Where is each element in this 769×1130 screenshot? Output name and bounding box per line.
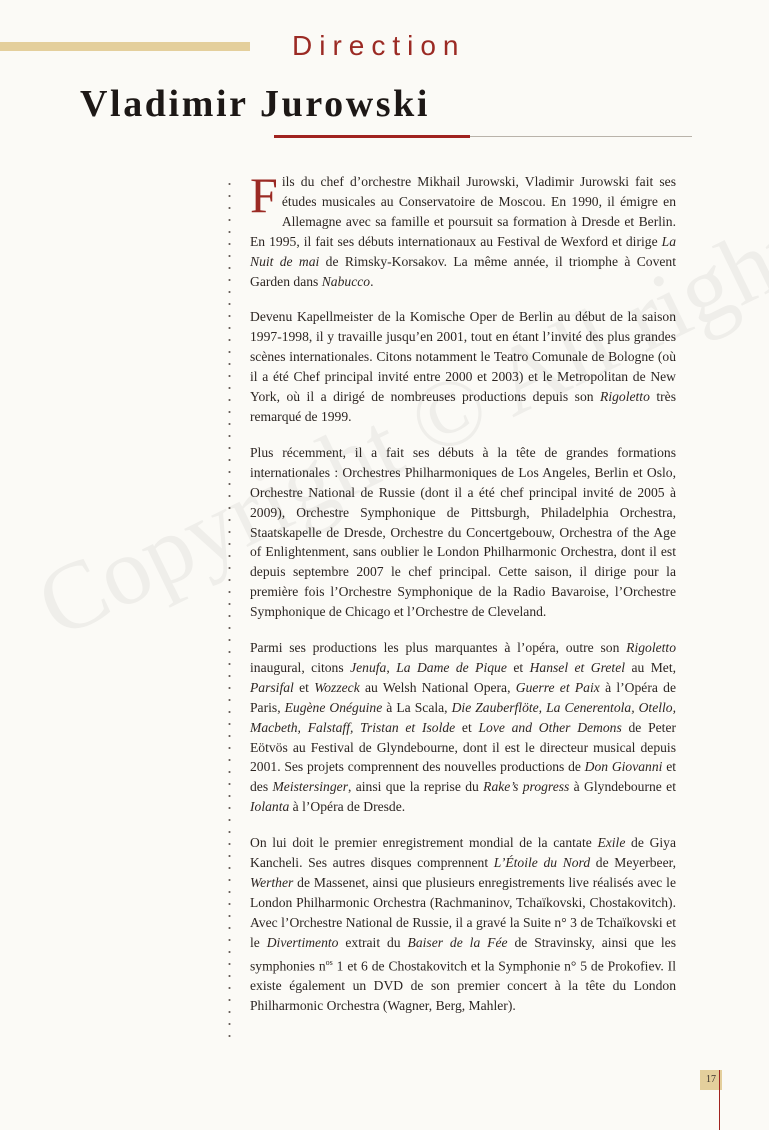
paragraph-3: Plus récemment, il a fait ses débuts à la tête de grandes formations internationales : Orchestres Philharmoniques de Los Angeles, Berlin et Oslo, Orchestre National de Russie (dont il a été chef principal invité de 2005 à 2009), Orchestre Symphonique de Pittsburgh, Philadelphia Orchestra, Staatskapelle de Dresde, Orchestre du Concertgebouw, Orchestra of the Age of Enlightenment, sans oublier le London Philharmonic Orchestra, dont il est depuis septembre 2007 le chef principal. Cette saison, il dirige pour la première fois l’Orchestre Symphonique de la Radio Bavaroise, l’Orchestre Symphonique de Chicago et l’Orchestre de Cleveland. [250, 444, 676, 620]
title-underline-accent [274, 135, 470, 138]
section-title: Direction [292, 30, 466, 61]
page-title: Vladimir Jurowski [80, 83, 431, 125]
paragraph-4: Parmi ses productions les plus marquantes à l’opéra, outre son Rigoletto inaugural, citons Jenufa, La Dame de Pique et Hansel et Gretel au Met, Parsifal et Wozzeck au Welsh National Opera, Guerre et Paix à l’Opéra de Paris, Eugène Onéguine à La Scala, Die Zauberflöte, La Cenerentola, Otello, Macbeth, Falstaff, Tristan et Isolde et Love and Other Demons de Peter Eötvös au Festival de Glyndebourne, dont il est le directeur musical depuis 2001. Ses projets comprennent des nouvelles productions de Don Giovanni et des Meistersinger, ainsi que la reprise du Rake’s progress à Glyndebourne et Iolanta à l’Opéra de Dresde. [250, 640, 677, 815]
paragraph-1: Fils du chef d’orchestre Mikhail Jurowski, Vladimir Jurowski fait ses études musicales au Conservatoire de Moscou. En 1990, il émigre en Allemagne avec sa famille et poursuit sa formation à Dresde et Berlin. En 1995, il fait ses débuts internationaux au Festival de Wexford et dirige La Nuit de mai de Rimsky-Korsakov. La même année, il triomphe à Covent Garden dans Nabucco. [250, 167, 676, 289]
paragraph-5: On lui doit le premier enregistrement mondial de la cantate Exile de Giya Kancheli. Ses autres disques comprennent L’Étoile du Nord de Meyerbeer, Werther de Massenet, ainsi que plusieurs enregistrements live réalisés avec le London Philharmonic Orchestra (Rachmaninov, Tchaïkovski, Chostakovitch). Avec l’Orchestre National de Russie, il a gravé la Suite n° 3 de Tchaïkovski et le Divertimento extrait du Baiser de la Fée de Stravinsky, ainsi que les symphonies $n^{os}$ 1 et 6 de Chostakovitch et la Symphonie n° 5 de Prokofiev. Il existe également un DVD de son premier concert à la tête du London Philharmonic Orchestra (Wagner, Berg, Mahler). [250, 835, 677, 1013]
paragraph-2: Devenu Kapellmeister de la Komische Oper de Berlin au début de la saison 1997-1998, il y travaille jusqu’en 2001, tout en étant l’invité des plus grandes scènes internationales. Citons notamment le Teatro Comunale de Bologne (où il a été Chef principal invité entre 2000 et 2003) et le Metropolitan de New York, où il a dirigé de nombreuses productions depuis son Rigoletto très remarqué de 1999. [250, 309, 676, 424]
header-accent-bar [0, 42, 250, 51]
title-underline-rule [470, 136, 692, 137]
biography-text [250, 167, 677, 1032]
page-number: 17 [700, 1070, 722, 1090]
page-edge-rule [719, 1070, 720, 1130]
dotted-margin-rule [228, 178, 231, 1038]
drop-cap: F [250, 167, 278, 223]
